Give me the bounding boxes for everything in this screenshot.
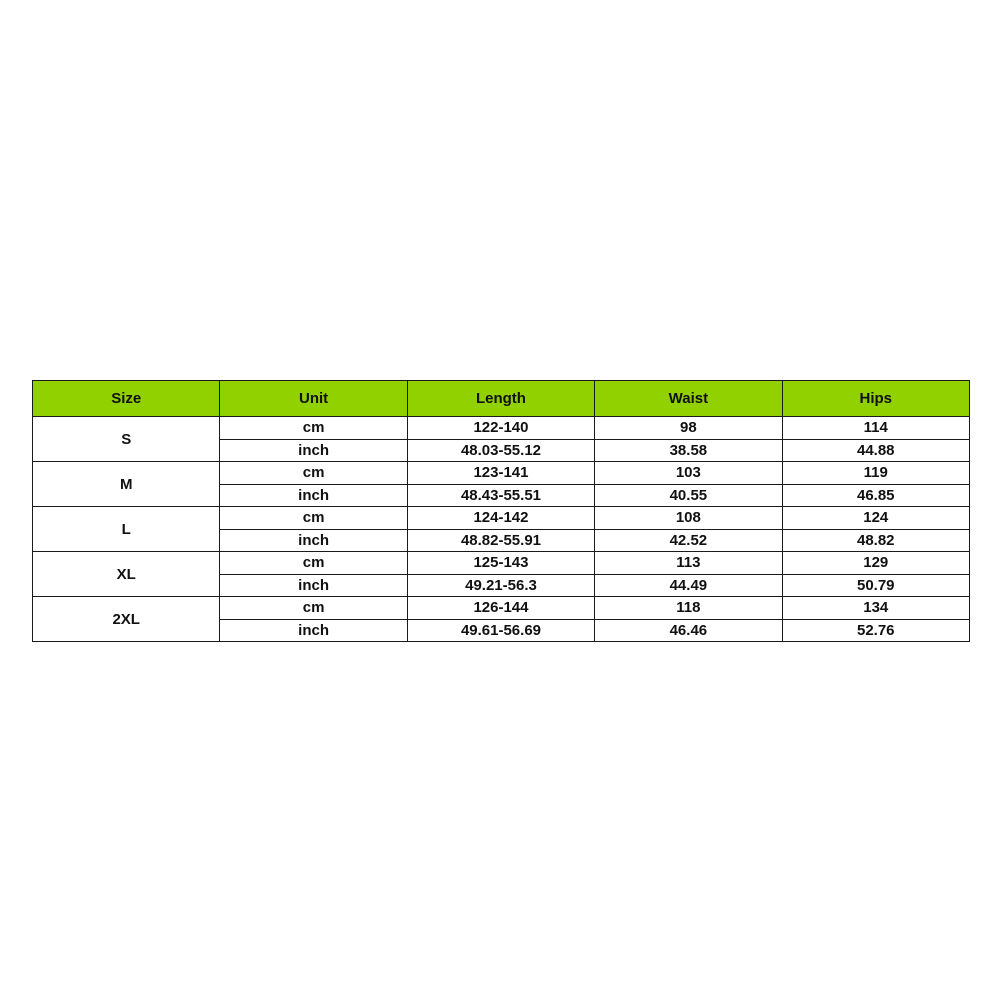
hips-cell: 114 [782, 417, 969, 440]
table-row [33, 507, 970, 530]
size-label: L [33, 507, 220, 552]
table-row [33, 462, 970, 485]
length-cell: 49.21-56.3 [407, 574, 594, 597]
hips-cell: 129 [782, 552, 969, 575]
hips-cell: 52.76 [782, 619, 969, 642]
waist-cell: 118 [595, 597, 782, 620]
size-chart-table [32, 380, 970, 642]
length-cell: 49.61-56.69 [407, 619, 594, 642]
header-row [33, 381, 970, 417]
length-cell: 48.03-55.12 [407, 439, 594, 462]
unit-cell: inch [220, 529, 407, 552]
size-label: S [33, 417, 220, 462]
size-label: 2XL [33, 597, 220, 642]
length-cell: 123-141 [407, 462, 594, 485]
hips-cell: 134 [782, 597, 969, 620]
unit-cell: inch [220, 439, 407, 462]
unit-cell: cm [220, 462, 407, 485]
hips-cell: 44.88 [782, 439, 969, 462]
waist-cell: 46.46 [595, 619, 782, 642]
hips-cell: 50.79 [782, 574, 969, 597]
unit-cell: inch [220, 574, 407, 597]
header-unit: Unit [220, 381, 407, 417]
length-cell: 122-140 [407, 417, 594, 440]
unit-cell: cm [220, 597, 407, 620]
unit-cell: cm [220, 507, 407, 530]
unit-cell: cm [220, 417, 407, 440]
size-label: XL [33, 552, 220, 597]
header-hips: Hips [782, 381, 969, 417]
hips-cell: 46.85 [782, 484, 969, 507]
waist-cell: 44.49 [595, 574, 782, 597]
waist-cell: 98 [595, 417, 782, 440]
table-header [33, 381, 970, 417]
waist-cell: 42.52 [595, 529, 782, 552]
header-length: Length [407, 381, 594, 417]
length-cell: 48.43-55.51 [407, 484, 594, 507]
length-cell: 48.82-55.91 [407, 529, 594, 552]
table-row [33, 552, 970, 575]
header-waist: Waist [595, 381, 782, 417]
length-cell: 126-144 [407, 597, 594, 620]
waist-cell: 38.58 [595, 439, 782, 462]
hips-cell: 119 [782, 462, 969, 485]
header-size: Size [33, 381, 220, 417]
waist-cell: 113 [595, 552, 782, 575]
unit-cell: cm [220, 552, 407, 575]
waist-cell: 108 [595, 507, 782, 530]
unit-cell: inch [220, 619, 407, 642]
table-body [33, 417, 970, 642]
table-row [33, 417, 970, 440]
size-label: M [33, 462, 220, 507]
waist-cell: 40.55 [595, 484, 782, 507]
hips-cell: 48.82 [782, 529, 969, 552]
hips-cell: 124 [782, 507, 969, 530]
length-cell: 125-143 [407, 552, 594, 575]
length-cell: 124-142 [407, 507, 594, 530]
unit-cell: inch [220, 484, 407, 507]
table-row [33, 597, 970, 620]
waist-cell: 103 [595, 462, 782, 485]
